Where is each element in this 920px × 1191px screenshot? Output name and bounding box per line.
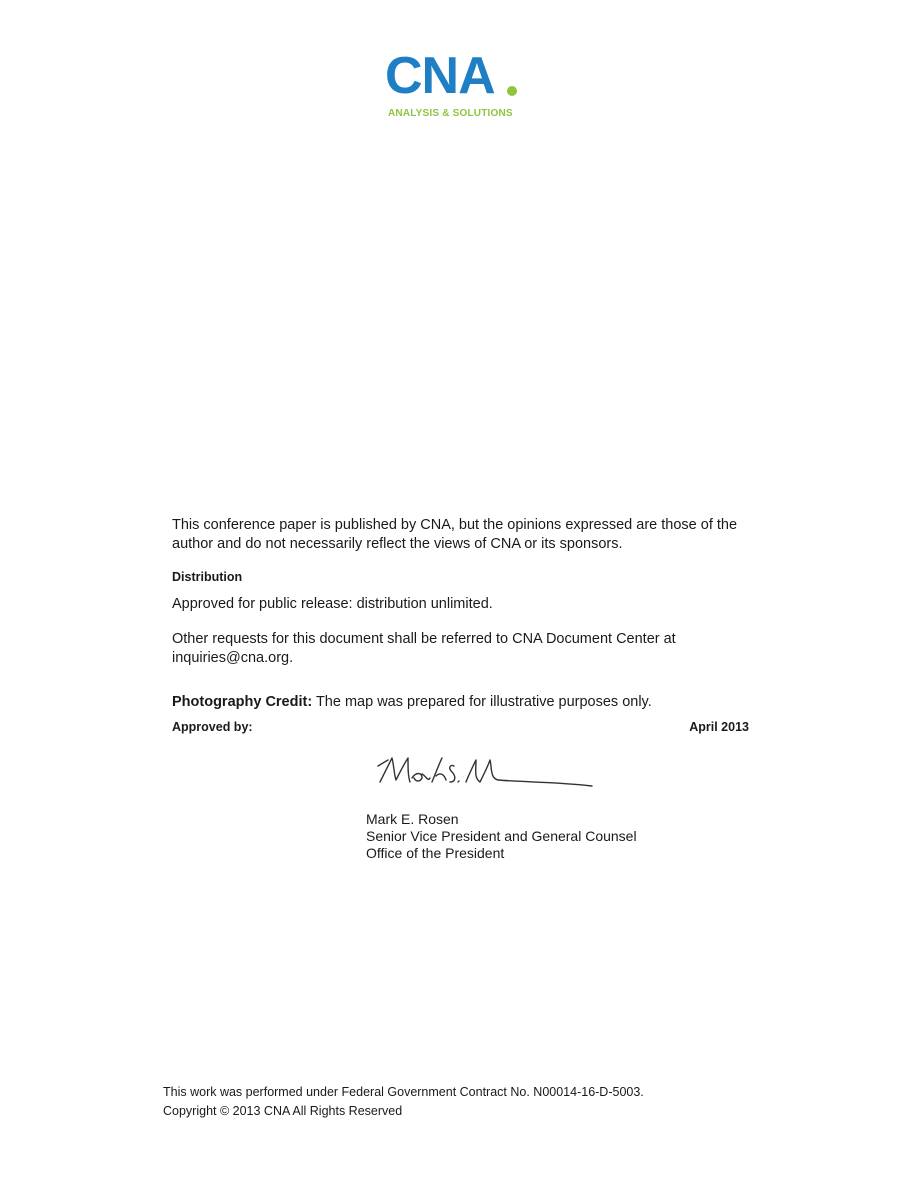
photo-credit bbox=[172, 693, 652, 712]
photo-credit-label: Photography Credit: bbox=[172, 694, 313, 710]
photo-credit-text: The map was prepared for illustrative purposes only. bbox=[315, 694, 652, 710]
distribution-statement: Approved for public release: distribution unlimited. bbox=[172, 596, 493, 612]
signer-title: Senior Vice President and General Counsel bbox=[366, 828, 637, 844]
signer-office: Office of the President bbox=[366, 845, 505, 861]
logo-tagline: ANALYSIS & SOLUTIONS bbox=[388, 108, 513, 119]
contract-notice: This work was performed under Federal Government Contract No. N00014-16-D-5003. bbox=[163, 1085, 644, 1099]
copyright-notice: Copyright © 2013 CNA All Rights Reserved bbox=[163, 1104, 403, 1118]
footer bbox=[163, 1083, 644, 1121]
distribution-heading: Distribution bbox=[172, 570, 243, 584]
signer-name: Mark E. Rosen bbox=[366, 811, 459, 827]
handwritten-signature-icon bbox=[370, 752, 600, 794]
approved-by-label: Approved by: bbox=[172, 720, 253, 734]
signer-block bbox=[366, 811, 637, 862]
cna-logo bbox=[385, 47, 537, 122]
logo-wordmark: CNA bbox=[385, 47, 495, 105]
disclaimer-text: This conference paper is published by CNA, but the opinions expressed are those of the author and do not necessarily reflect the views of CNA or its sponsors. bbox=[172, 517, 738, 552]
other-requests-text: Other requests for this document shall be referred to CNA Document Center at inquiries@cna.org. bbox=[172, 631, 676, 666]
approval-date: April 2013 bbox=[689, 720, 749, 734]
logo-dot-icon bbox=[507, 86, 517, 96]
